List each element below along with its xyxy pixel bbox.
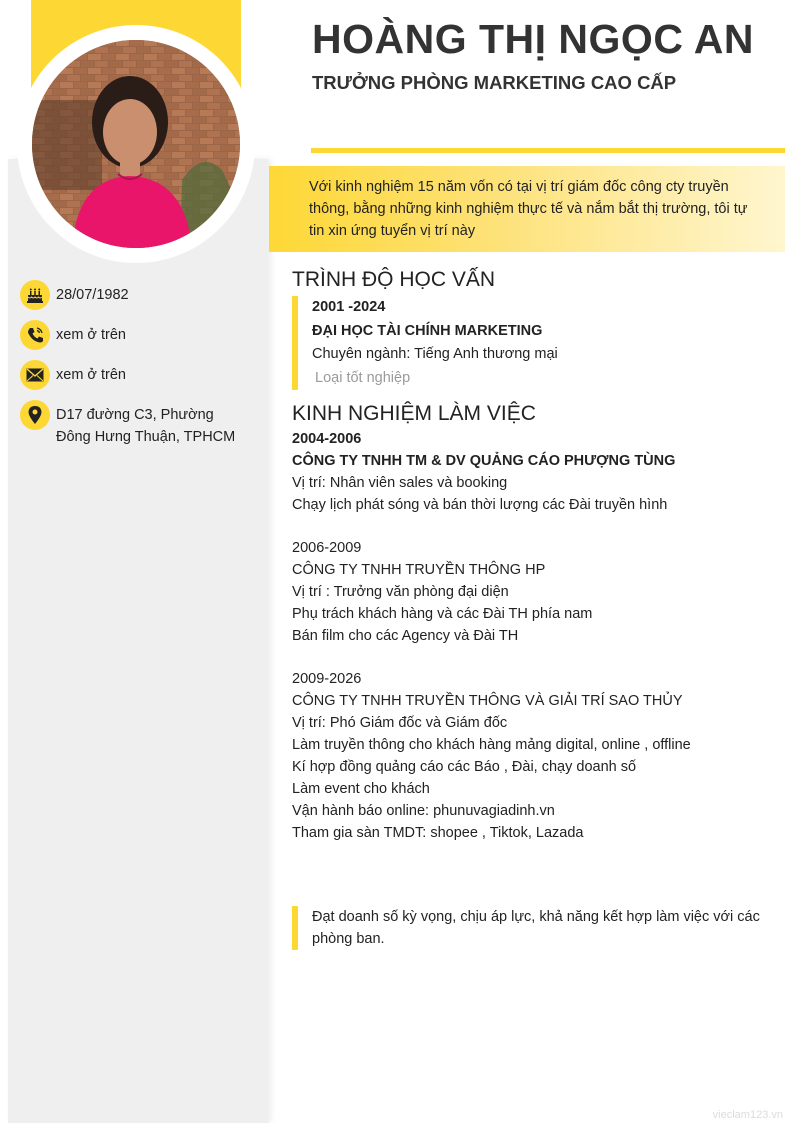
strengths-entry: [292, 906, 782, 950]
experience-line: Tham gia sàn TMDT: shopee , Tiktok, Lazada: [292, 825, 584, 841]
experience-line: Bán film cho các Agency và Đài TH: [292, 628, 519, 644]
experience-period: 2006-2009: [292, 540, 362, 556]
contact-email: [20, 360, 260, 390]
experience-entry-2: [292, 537, 762, 647]
portrait-illustration: [32, 40, 240, 248]
education-period: 2001 -2024: [312, 299, 386, 315]
experience-line: Chạy lịch phát sóng và bán thời lượng các Đài truyền hình: [292, 497, 668, 513]
location-pin-icon: [20, 400, 50, 430]
experience-company: CÔNG TY TNHH TM & DV QUẢNG CÁO PHƯỢNG TÙNG: [292, 453, 676, 469]
address-text: D17 đường C3, Phường Đông Hưng Thuận, TPHCM: [56, 407, 236, 445]
experience-line: Vận hành báo online: phunuvagiadinh.vn: [292, 803, 555, 819]
experience-line: Làm event cho khách: [292, 781, 430, 797]
birthday-text: 28/07/1982: [56, 287, 129, 303]
contact-list: [20, 280, 260, 458]
profile-photo: [32, 40, 240, 248]
experience-period: 2004-2006: [292, 431, 362, 447]
strengths-text: Đạt doanh số kỳ vọng, chịu áp lực, khả năng kết hợp làm việc với các phòng ban.: [312, 909, 760, 947]
education-grade: Loại tốt nghiệp: [315, 369, 411, 386]
main-content: [292, 266, 762, 844]
experience-period: 2009-2026: [292, 671, 362, 687]
experience-line: Phụ trách khách hàng và các Đài TH phía nam: [292, 606, 593, 622]
education-major: Chuyên ngành: Tiếng Anh thương mại: [312, 346, 558, 362]
experience-entry-1: [292, 428, 762, 516]
contact-birthday: [20, 280, 260, 310]
experience-line: Vị trí: Phó Giám đốc và Giám đốc: [292, 715, 508, 731]
job-title: TRƯỞNG PHÒNG MARKETING CAO CẤP: [312, 72, 677, 93]
experience-company: CÔNG TY TNHH TRUYỀN THÔNG HP: [292, 562, 546, 578]
title-divider: [311, 148, 785, 153]
experience-line: Vị trí : Trưởng văn phòng đại diện: [292, 584, 509, 600]
contact-phone: [20, 320, 260, 350]
summary-text: Với kinh nghiệm 15 năm vốn có tại vị trí giám đốc công cty truyền thông, bằng những kinh nghiệm thực tế và nắm bắt thị trường, tôi tự tin xin ứng tuyển vị trí này: [309, 179, 748, 239]
phone-icon: [20, 320, 50, 350]
summary-box: [269, 166, 785, 252]
envelope-icon: [20, 360, 50, 390]
birthday-cake-icon: [20, 280, 50, 310]
education-school: ĐẠI HỌC TÀI CHÍNH MARKETING: [312, 322, 543, 339]
education-heading: TRÌNH ĐỘ HỌC VẤN: [292, 268, 496, 291]
experience-line: Làm truyền thông cho khách hàng mảng digital, online , offline: [292, 737, 691, 753]
watermark: vieclam123.vn: [712, 1109, 783, 1121]
experience-line: Kí hợp đồng quảng cáo các Báo , Đài, chạy doanh số: [292, 759, 637, 775]
email-text[interactable]: xem ở trên: [56, 367, 126, 383]
experience-line: Vị trí: Nhân viên sales và booking: [292, 475, 508, 491]
candidate-name: HOÀNG THỊ NGỌC AN: [312, 16, 755, 62]
education-entry: [292, 296, 762, 390]
experience-company: CÔNG TY TNHH TRUYỀN THÔNG VÀ GIẢI TRÍ SAO THỦY: [292, 693, 683, 709]
phone-text[interactable]: xem ở trên: [56, 327, 126, 343]
experience-heading: KINH NGHIỆM LÀM VIỆC: [292, 402, 536, 425]
experience-entry-3: [292, 668, 762, 844]
contact-address: [20, 400, 260, 448]
